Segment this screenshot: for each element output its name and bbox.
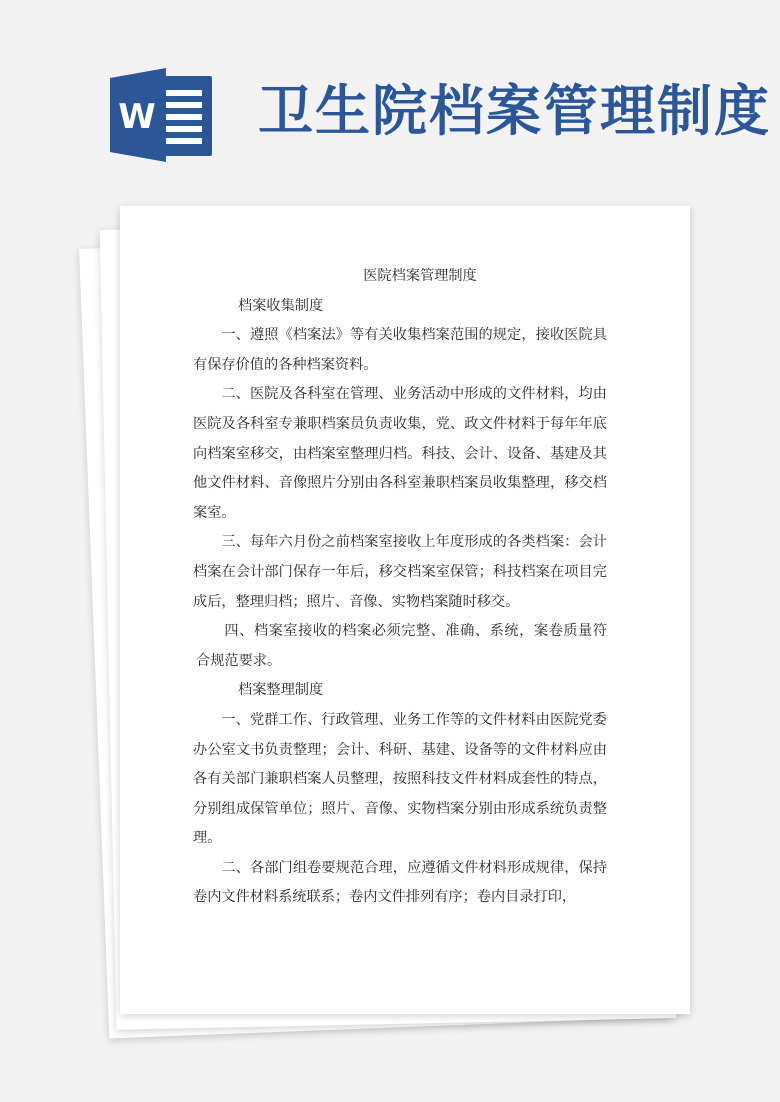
page-title: 卫生院档案管理制度: [258, 79, 772, 143]
paragraph: 一、党群工作、行政管理、业务工作等的文件材料由医院党委办公室文书负责整理；会计、科研、基建、设备等的文件材料应由各有关部门兼职档案人员整理，按照科技文件材料成套性的特点，分别组成保管单位；照片、音像、实物档案分别由形成系统负责整理。: [193, 711, 607, 847]
word-logo-letter: W: [118, 97, 156, 137]
paragraph: 二、各部门组卷要规范合理，应遵循文件材料形成规律，保持卷内文件材料系统联系；卷内文件排列有序；卷内目录打印，: [193, 859, 607, 906]
document-title: 医院档案管理制度: [363, 268, 477, 284]
section-heading: 档案收集制度: [238, 297, 324, 314]
paragraph: 三、每年六月份之前档案室接收上年度形成的各类档案：会计档案在会计部门保存一年后，移交档案室保管；科技档案在项目完成后，整理归档；照片、音像、实物档案随时移交。: [193, 534, 607, 610]
paragraph: 二、医院及各科室在管理、业务活动中形成的文件材料，均由医院及各科室专兼职档案员负责收集，党、政文件材料于每年年底向档案室移交，由档案室整理归档。科技、会计、设备、基建及其他文件材料、音像照片分别由各科室兼职档案员收集整理，移交档案室。: [193, 386, 607, 521]
document-body: [193, 262, 607, 913]
paragraph: 一、遵照《档案法》等有关收集档案范围的规定，接收医院具有保存价值的各种档案资料。: [193, 327, 607, 373]
word-icon: [110, 68, 214, 162]
paragraph: 四、档案室接收的档案必须完整、准确、系统，案卷质量符合规范要求。: [196, 623, 607, 669]
section-heading: 档案整理制度: [238, 682, 324, 699]
